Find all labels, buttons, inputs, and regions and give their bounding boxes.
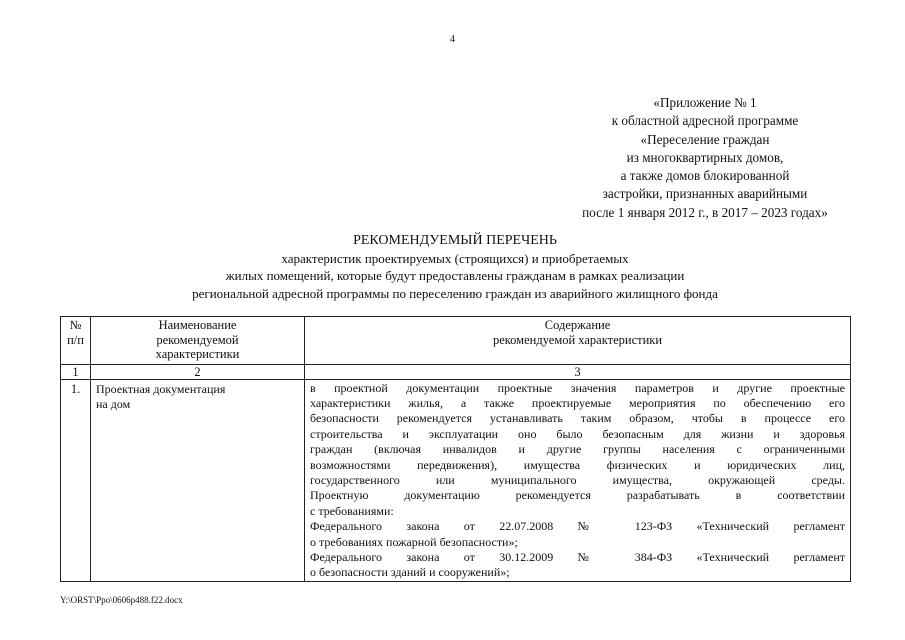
column-number: 3 <box>305 364 851 379</box>
row-content <box>305 379 851 581</box>
header-num-line: № <box>69 318 82 332</box>
content-line: о безопасности зданий и сооружений»; <box>310 565 510 580</box>
header-content <box>305 317 851 365</box>
table-header-row <box>61 317 851 365</box>
page-number: 4 <box>450 34 455 45</box>
content-line: Проектную документацию рекомендуется разрабатывать в соответствии <box>310 488 845 503</box>
content-line: о требованиях пожарной безопасности»; <box>310 534 518 549</box>
header-num-line: п/п <box>67 332 84 347</box>
row-name <box>91 379 305 581</box>
content-line: с требованиями: <box>310 503 394 518</box>
content-line: Федерального закона от 30.12.2009 № 384-ФЗ «Технический регламент <box>310 549 845 564</box>
document-subtitle-line: жилых помещений, которые будут предоставлены гражданам в рамках реализации <box>225 268 685 283</box>
file-path-footer: Y:\ORST\Ppo\0606p488.f22.docx <box>60 595 183 605</box>
content-line: граждан (включая инвалидов и другие группы населения с ограниченными <box>310 442 845 457</box>
appendix-line: застройки, признанных аварийными <box>602 186 808 202</box>
header-name-line: характеристики <box>155 347 240 361</box>
document-subtitle-line: региональной адресной программы по переселению граждан из аварийного жилищного фонда <box>192 285 718 301</box>
document-title-block <box>60 232 850 302</box>
appendix-line: из многоквартирных домов, <box>626 149 784 165</box>
column-number: 1 <box>61 364 91 379</box>
header-content-line: Содержание <box>544 318 611 332</box>
characteristics-table <box>60 316 851 582</box>
content-line: безопасности рекомендуется устанавливать таким образом, чтобы в процессе его <box>310 411 845 426</box>
header-name-line: Наименование <box>158 318 237 332</box>
header-content-line: рекомендуемой характеристики <box>492 332 663 347</box>
column-numbering-row <box>61 364 851 379</box>
appendix-line: «Переселение граждан <box>640 131 770 147</box>
header-name <box>91 317 305 365</box>
document-subtitle-line: характеристик проектируемых (строящихся) и приобретаемых <box>281 250 629 266</box>
content-line: характеристики жилья, а также проектируемые мероприятия по обеспечению его <box>310 395 845 410</box>
header-num <box>61 317 91 365</box>
header-name-line: рекомендуемой <box>156 332 239 347</box>
appendix-line: а также домов блокированной <box>620 168 790 184</box>
row-name-line: на дом <box>96 397 131 411</box>
appendix-reference <box>560 94 850 222</box>
document-title: РЕКОМЕНДУЕМЫЙ ПЕРЕЧЕНЬ <box>353 233 557 248</box>
row-name-line: Проектная документация <box>96 381 226 396</box>
table-row <box>61 379 851 581</box>
content-line: Федерального закона от 22.07.2008 № 123-ФЗ «Технический регламент <box>310 519 845 534</box>
content-line: в проектной документации проектные значения параметров и другие проектные <box>310 380 845 395</box>
appendix-line: после 1 января 2012 г., в 2017 – 2023 годах» <box>582 204 828 220</box>
row-number: 1. <box>61 379 91 581</box>
content-line: государственного или муниципального имущества, окружающей среды. <box>310 472 845 487</box>
appendix-line: к областной адресной программе <box>611 113 799 129</box>
content-line: возможностями передвижения), имущества физических и юридических лиц, <box>310 457 845 472</box>
content-line: строительства и эксплуатации оно было безопасным для жизни и здоровья <box>310 426 845 441</box>
column-number: 2 <box>91 364 305 379</box>
appendix-line: «Приложение № 1 <box>653 95 757 110</box>
